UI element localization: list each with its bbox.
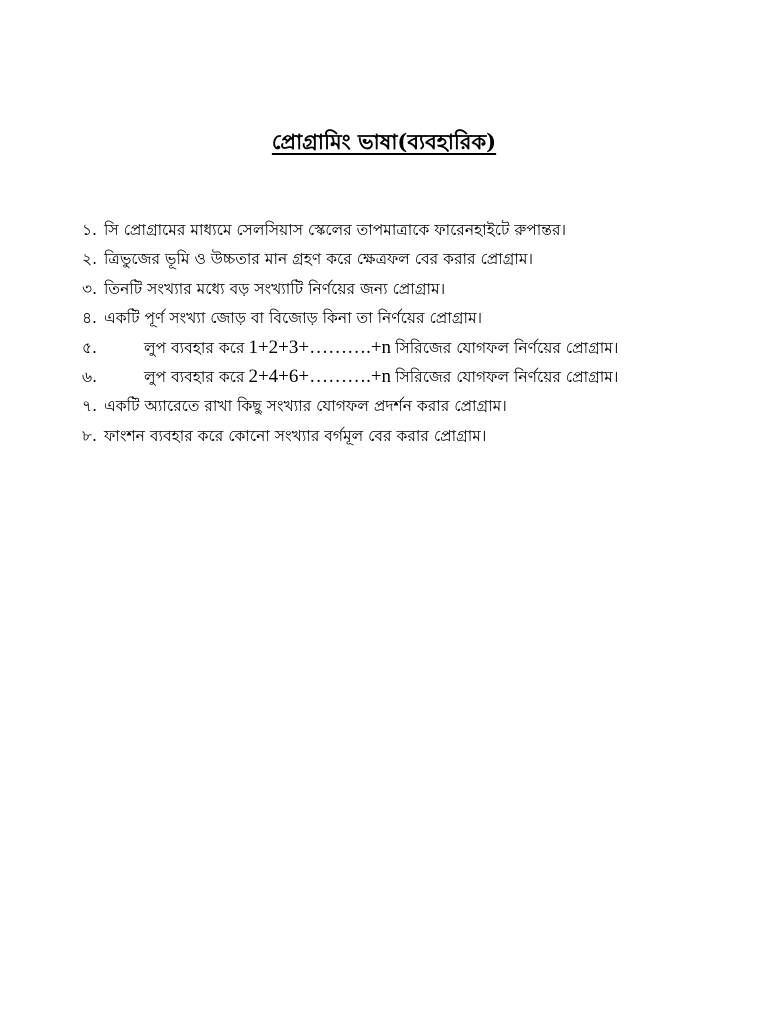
item-text: সি প্রোগ্রামের মাধ্যমে সেলসিয়াস স্কেলের তাপমাত্রাকে ফারেনহাইটে রুপান্তর। <box>104 221 567 239</box>
series-expression: 1+2+3+……….+n <box>248 336 392 358</box>
list-item <box>82 306 742 335</box>
list-item <box>82 247 742 276</box>
list-item <box>82 394 742 423</box>
list-item <box>82 424 742 453</box>
item-text: একটি পূর্ণ সংখ্যা জোড় বা বিজোড় কিনা তা নির্ণয়ের প্রোগ্রাম। <box>104 309 483 328</box>
page-title: প্রোগ্রামিং ভাষা(ব্যবহারিক) <box>271 129 497 154</box>
list-item <box>82 218 742 247</box>
list-item <box>82 365 742 394</box>
item-text: তিনটি সংখ্যার মধ্যে বড় সংখ্যাটি নির্ণয়ের জন্য প্রোগ্রাম। <box>104 279 446 298</box>
item-number: ৬. <box>82 367 98 386</box>
item-text-prefix: লুপ ব্যবহার করে <box>144 367 245 386</box>
item-number: ৮. <box>82 426 97 445</box>
item-text: ফাংশন ব্যবহার করে কোনো সংখ্যার বর্গমূল বের করার প্রোগ্রাম। <box>104 426 487 445</box>
item-number: ৩. <box>82 279 98 298</box>
item-text: একটি অ্যারেতে রাখা কিছু সংখ্যার যোগফল প্রদর্শন করার প্রোগ্রাম। <box>104 397 507 416</box>
list-item <box>82 336 742 365</box>
program-list <box>82 218 742 453</box>
item-number: ৭. <box>82 397 98 416</box>
item-number: ১. <box>82 221 97 239</box>
item-text: ত্রিভুজের ভূমি ও উচ্চতার মান গ্রহণ করে ক্ষেত্রফল বের করার প্রোগ্রাম। <box>104 250 534 269</box>
series-expression: 2+4+6+……….+n <box>248 365 392 387</box>
item-number: ৫. <box>82 338 97 357</box>
item-text-suffix: সিরিজের যোগফল নির্ণয়ের প্রোগ্রাম। <box>395 338 619 357</box>
list-item <box>82 277 742 306</box>
item-text-suffix: সিরিজের যোগফল নির্ণয়ের প্রোগ্রাম। <box>395 367 619 386</box>
item-text-prefix: লুপ ব্যবহার করে <box>144 338 245 357</box>
item-number: ২. <box>82 250 98 269</box>
item-number: ৪. <box>82 309 97 328</box>
